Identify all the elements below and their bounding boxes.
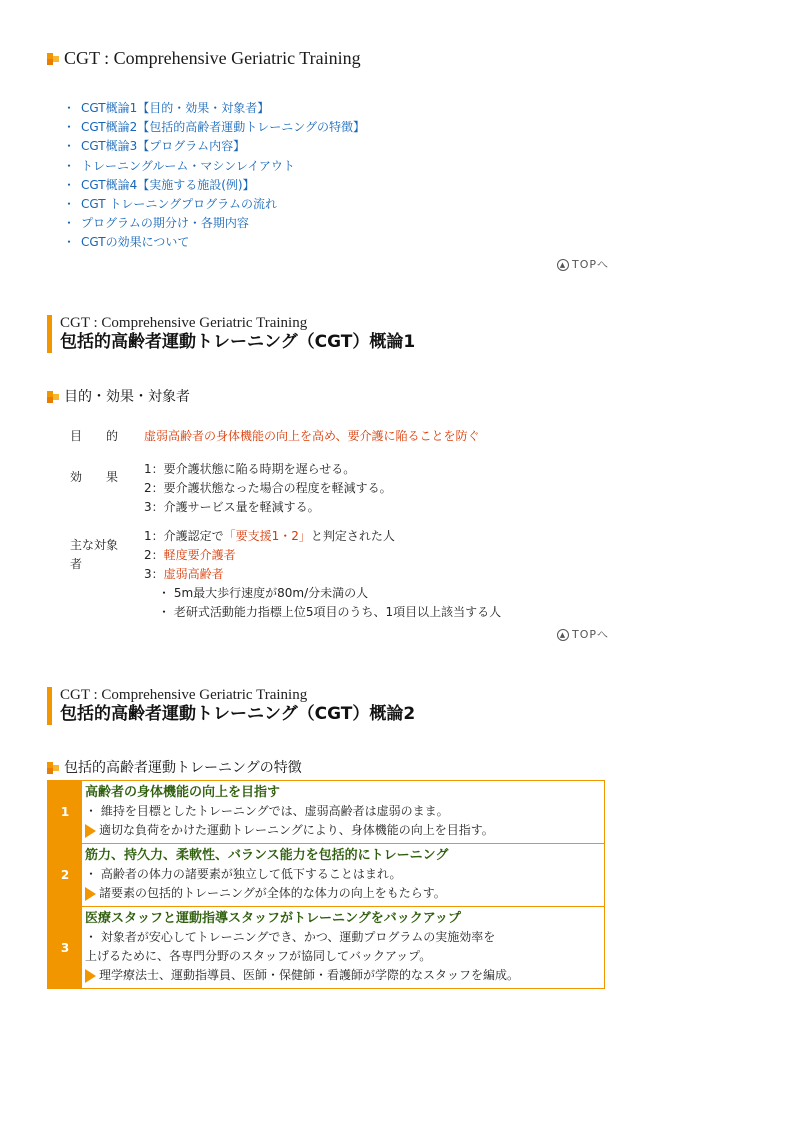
feature-row	[48, 781, 604, 844]
target-item: 3：虚弱高齢者	[144, 567, 224, 581]
orange-bullet-icon	[47, 53, 60, 66]
header-title: CGT : Comprehensive Geriatric Training	[64, 48, 361, 68]
orange-arrow-icon	[85, 969, 96, 983]
toc-link[interactable]: ・ CGTの効果について	[63, 235, 190, 250]
toc-link[interactable]: ・ CGT トレーニングプログラムの流れ	[63, 197, 278, 212]
effect-label: 効 果	[70, 470, 119, 484]
toc-link[interactable]: ・ CGT概論4【実施する施設(例)】	[63, 177, 255, 192]
target-label: 主な対象 者	[70, 538, 119, 571]
purpose-label: 目 的	[70, 429, 119, 443]
to-top-link[interactable]: ▲ TOPへ	[557, 626, 609, 642]
section2-title-jp: 包括的高齢者運動トレーニング（CGT）概論2	[60, 704, 416, 724]
section1-title-en: CGT : Comprehensive Geriatric Training	[60, 315, 308, 331]
section1-subheading: 目的・効果・対象者	[47, 386, 190, 406]
feature-line: ・ 維持を目標としたトレーニングでは、虚弱高齢者は虚弱のまま。	[85, 804, 449, 818]
feature-heading: 筋力、持久力、柔軟性、バランス能力を包括的にトレーニング	[85, 848, 449, 863]
to-top-link[interactable]: ▲ TOPへ	[557, 256, 609, 272]
effect-item: 2：要介護状態なった場合の程度を軽減する。	[144, 481, 392, 495]
purpose-text: 虚弱高齢者の身体機能の向上を高め、要介護に陥ることを防ぐ	[144, 429, 480, 443]
feature-content	[82, 844, 604, 906]
feature-conclusion: 適切な負荷をかけた運動トレーニングにより、身体機能の向上を目指す。	[85, 821, 604, 840]
feature-content	[82, 907, 604, 988]
feature-row	[48, 844, 604, 907]
section2-subheading: 包括的高齢者運動トレーニングの特徴	[47, 757, 302, 777]
feature-heading: 医療スタッフと運動指導スタッフがトレーニングをバックアップ	[85, 911, 461, 926]
orange-bullet-icon	[47, 762, 60, 775]
toc-link[interactable]: ・ CGT概論1【目的・効果・対象者】	[63, 101, 270, 115]
feature-line: ・ 対象者が安心してトレーニングでき、かつ、運動プログラムの実施効率を	[85, 930, 496, 944]
feature-heading: 高齢者の身体機能の向上を目指す	[85, 785, 281, 800]
toc-link[interactable]: ・ CGT概論2【包括的高齢者運動トレーニングの特徴】	[63, 120, 365, 135]
toc-link[interactable]: ・ トレーニングルーム・マシンレイアウト	[63, 158, 295, 173]
target-item: 2：軽度要介護者	[144, 548, 236, 562]
feature-line: 上げるために、各専門分野のスタッフが協同してバックアップ。	[85, 949, 432, 963]
section1-title	[47, 315, 415, 353]
table-of-contents	[63, 99, 365, 253]
target-subitem: ・ 5m最大歩行速度が80m/分未満の人	[158, 586, 369, 600]
feature-content	[82, 781, 604, 843]
feature-number: 3	[48, 907, 82, 988]
orange-arrow-icon	[85, 824, 96, 838]
section1-title-jp: 包括的高齢者運動トレーニング（CGT）概論1	[60, 332, 416, 352]
feature-number: 2	[48, 844, 82, 906]
toc-link[interactable]: ・ プログラムの期分け・各期内容	[63, 216, 249, 231]
orange-bullet-icon	[47, 391, 60, 404]
feature-number: 1	[48, 781, 82, 843]
page-header	[47, 48, 361, 69]
toc-link[interactable]: ・ CGT概論3【プログラム内容】	[63, 139, 246, 154]
orange-arrow-icon	[85, 887, 96, 901]
feature-row	[48, 907, 604, 988]
target-subitem: ・ 老研式活動能力指標上位5項目のうち、1項目以上該当する人	[158, 605, 502, 619]
targets-list	[144, 527, 501, 622]
effects-list	[144, 460, 392, 517]
feature-conclusion: 諸要素の包括的トレーニングが全体的な体力の向上をもたらす。	[85, 884, 604, 903]
effect-item: 1：要介護状態に陥る時期を遅らせる。	[144, 462, 356, 476]
feature-conclusion: 理学療法士、運動指導員、医師・保健師・看護師が学際的なスタッフを編成。	[85, 966, 604, 985]
section2-title-en: CGT : Comprehensive Geriatric Training	[60, 687, 308, 703]
features-table	[47, 780, 605, 989]
effect-item: 3：介護サービス量を軽減する。	[144, 500, 320, 514]
section2-title	[47, 687, 415, 725]
up-arrow-icon: ▲	[557, 259, 569, 271]
feature-line: ・ 高齢者の体力の諸要素が独立して低下することはまれ。	[85, 867, 402, 881]
up-arrow-icon: ▲	[557, 629, 569, 641]
target-item: 1：介護認定で「要支援1・2」と判定された人	[144, 529, 395, 543]
